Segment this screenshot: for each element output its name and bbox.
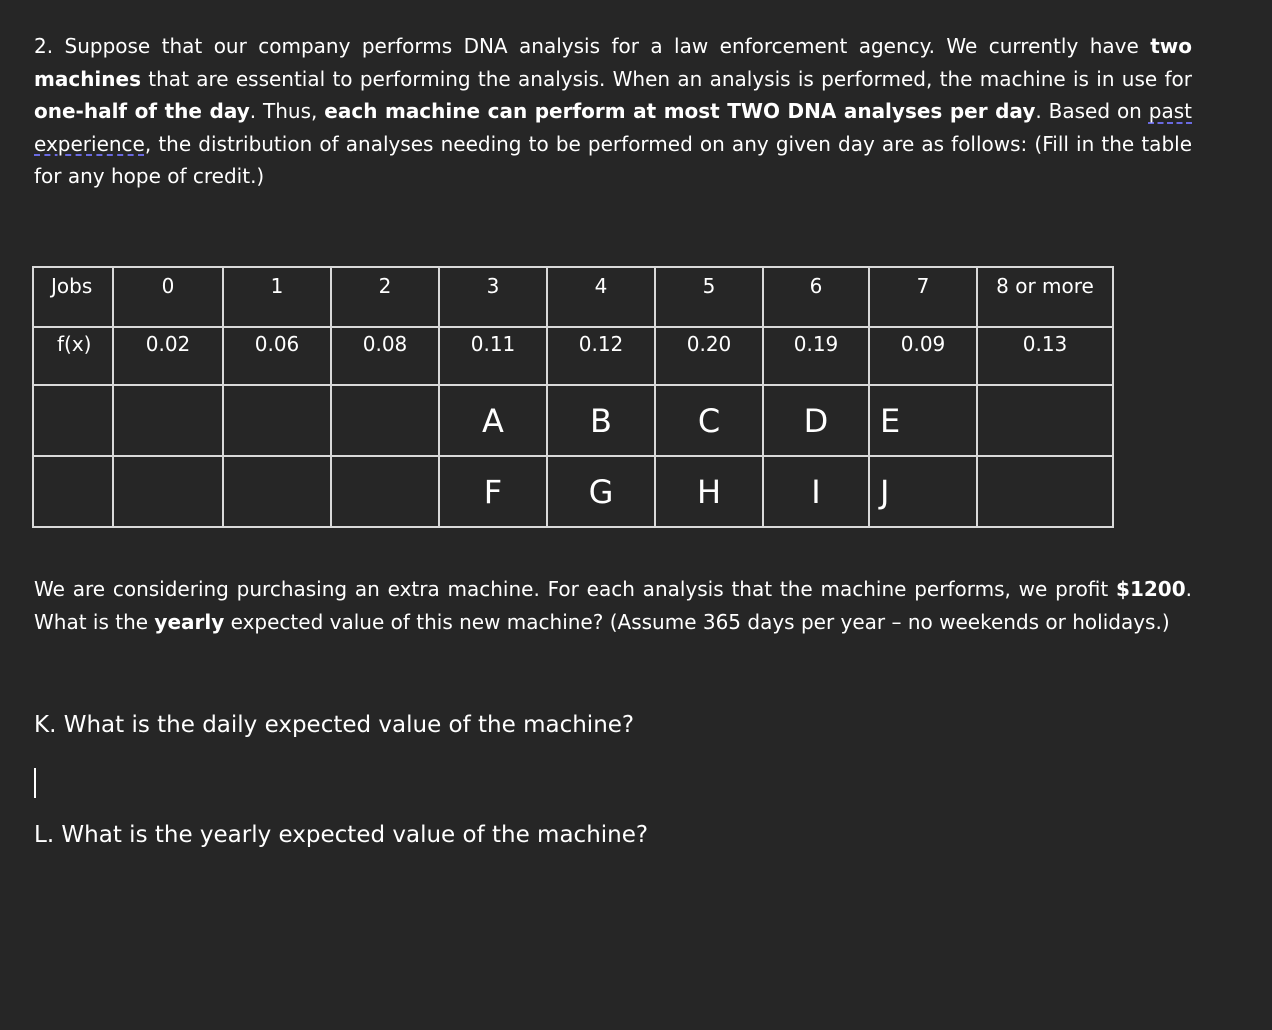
cell-j[interactable]: J <box>869 456 977 527</box>
cell-b[interactable]: B <box>547 385 655 456</box>
jobs-cell: 4 <box>547 267 655 327</box>
cell-c[interactable]: C <box>655 385 763 456</box>
blank-row-1 <box>33 385 1113 456</box>
jobs-cell: 1 <box>223 267 331 327</box>
cell-d[interactable]: D <box>763 385 869 456</box>
cell-f[interactable]: F <box>439 456 547 527</box>
probability-cell: 0.02 <box>113 327 223 385</box>
question-k: K. What is the daily expected value of the machine? <box>34 712 635 738</box>
probability-cell: 0.13 <box>977 327 1113 385</box>
bold-profit: $1200 <box>1116 577 1186 601</box>
blank-cell[interactable] <box>33 456 113 527</box>
cell-i[interactable]: I <box>763 456 869 527</box>
blank-cell[interactable] <box>113 456 223 527</box>
distribution-table <box>32 266 1114 528</box>
blank-cell[interactable] <box>223 456 331 527</box>
blank-cell[interactable] <box>977 385 1113 456</box>
underlined-past-experience: past experience <box>34 99 1192 156</box>
blank-row-2 <box>33 456 1113 527</box>
cell-h[interactable]: H <box>655 456 763 527</box>
row-header-jobs: Jobs <box>33 267 113 327</box>
problem-statement: 2. Suppose that our company performs DNA analysis for a law enforcement agency. We currently have two machines that are essential to performing the analysis. When an analysis is performed, the machine is in use for one-half of the day. Thus, each machine can perform at most TWO DNA analyses per day. Based on past experience, the distribution of analyses needing to be performed on any given day are as follows: (Fill in the table for any hope of credit.) <box>34 34 1192 188</box>
blank-cell[interactable] <box>331 456 439 527</box>
probability-cell: 0.09 <box>869 327 977 385</box>
blank-cell[interactable] <box>113 385 223 456</box>
cell-g[interactable]: G <box>547 456 655 527</box>
question-l: L. What is the yearly expected value of the machine? <box>34 822 649 848</box>
jobs-cell: 3 <box>439 267 547 327</box>
blank-cell[interactable] <box>33 385 113 456</box>
jobs-cell: 5 <box>655 267 763 327</box>
jobs-cell: 0 <box>113 267 223 327</box>
probability-cell: 0.08 <box>331 327 439 385</box>
jobs-cell: 8 or more <box>977 267 1113 327</box>
probability-cell: 0.20 <box>655 327 763 385</box>
probability-row <box>33 327 1113 385</box>
text-cursor[interactable] <box>34 768 36 798</box>
bold-capacity: each machine can perform at most TWO DNA analyses per day <box>324 99 1036 123</box>
cell-e[interactable]: E <box>869 385 977 456</box>
bold-two-machines: two machines <box>34 34 1192 91</box>
probability-cell: 0.12 <box>547 327 655 385</box>
row-header-fx: f(x) <box>33 327 113 385</box>
probability-cell: 0.06 <box>223 327 331 385</box>
jobs-cell: 7 <box>869 267 977 327</box>
blank-cell[interactable] <box>977 456 1113 527</box>
bold-half-day: one-half of the day <box>34 99 250 123</box>
cell-a[interactable]: A <box>439 385 547 456</box>
jobs-row <box>33 267 1113 327</box>
jobs-cell: 2 <box>331 267 439 327</box>
bold-yearly: yearly <box>154 609 225 634</box>
blank-cell[interactable] <box>331 385 439 456</box>
blank-cell[interactable] <box>223 385 331 456</box>
probability-cell: 0.19 <box>763 327 869 385</box>
jobs-cell: 6 <box>763 267 869 327</box>
probability-cell: 0.11 <box>439 327 547 385</box>
extra-machine-statement: We are considering purchasing an extra machine. For each analysis that the machine performs, we profit $1200. What is the yearly expected value of this new machine? (Assume 365 days per year – no weekends or holidays.) <box>34 577 1192 634</box>
